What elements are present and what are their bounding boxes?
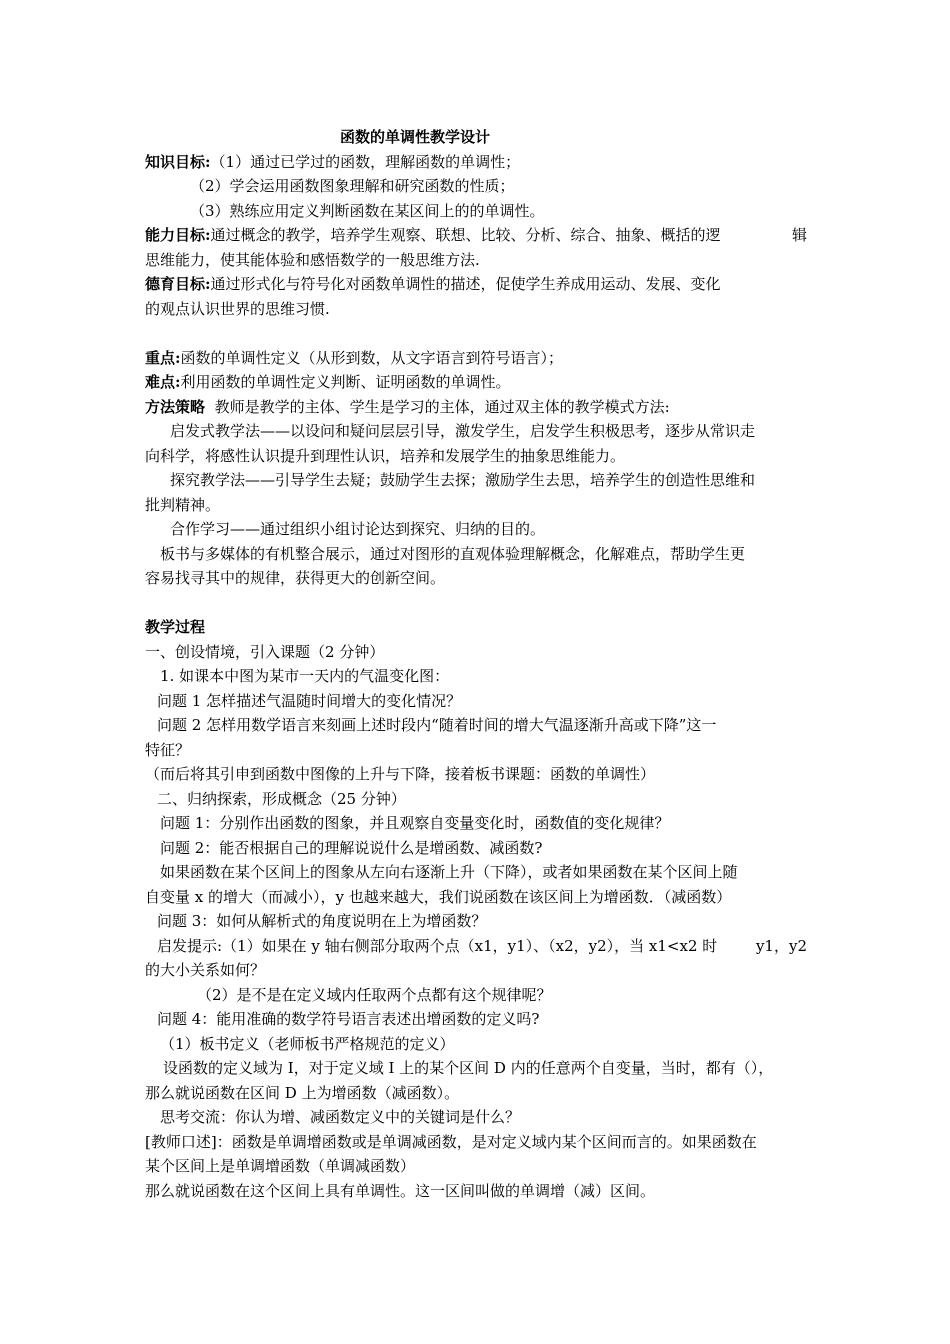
hint-line-3: （2）是不是在定义域内任取两个点都有这个规律呢？ [197,985,552,1004]
ability-goal-text-1: 通过概念的教学，培养学生观察、联想、比较、分析、综合、抽象、概括的逻 [210,226,721,244]
moral-goal-text-1: 通过形式化与符号化对函数单调性的描述，促使学生养成用运动、发展、变化 [210,275,721,293]
knowledge-goal-line-1 [145,150,807,175]
ability-goal-line-1 [145,223,807,248]
board-definition: （1）板书定义（老师板书严格规范的定义） [160,1034,455,1053]
moral-goal-line-2: 的观点认识世界的思维习惯. [145,299,330,318]
explore-question-4: 问题 4：能用准确的数学符号语言表述出增函数的定义吗? [157,1010,540,1028]
knowledge-goal-line-3: （3）熟练应用定义判断函数在某区间上的的单调性。 [190,201,545,220]
knowledge-goal-line-2: （2）学会运用函数图象理解和研究函数的性质； [190,177,515,195]
hint-line-1 [145,934,807,959]
process-item-1: 1. 如课本中图为某市一天内的气温变化图： [160,667,450,685]
hint-text-1-end: y1，y2 [755,936,807,955]
definition-line-2: 自变量 x 的增大（而减小），y 也越来越大，我们说函数在该区间上为增函数．（减函数） [145,887,732,906]
hint-text-1: 启发提示:（1）如果在 y 轴右侧部分取两个点（x1，y1）、（x2，y2），当 x1<x2 时 [157,936,718,955]
method-text: 教师是教学的主体、学生是学习的主体，通过双主体的教学模式方法: [214,397,670,416]
knowledge-goal-label: 知识目标: [145,152,211,171]
method-para-2-line-1: 探究教学法——引导学生去疑；鼓励学生去探；激励学生去思，培养学生的创造性思维和 [170,471,756,489]
explore-question-1: 问题 1：分别作出函数的图象，并且观察自变量变化时，函数值的变化规律？ [160,814,670,832]
key-point-line [145,346,807,371]
formal-definition-line-1: 设函数的定义域为 I，对于定义域 I 上的某个区间 D 内的任意两个自变量，当时，都有（）， [163,1059,774,1077]
hint-line-2: 的大小关系如何？ [145,961,266,979]
formal-definition-line-2: 那么就说函数在区间 D 上为增函数（减函数）。 [145,1083,460,1102]
explore-question-3: 问题 3：如何从解析式的角度说明在上为增函数？ [157,912,487,930]
process-section-1: 一、创设情境，引入课题（2 分钟） [145,642,385,661]
moral-goal-label: 德育目标: [145,275,211,293]
knowledge-goal-text-1: （1）通过已学过的函数，理解函数的单调性； [210,152,521,171]
difficult-point-label: 难点: [145,373,181,391]
page-title: 函数的单调性教学设计 [339,128,490,146]
teacher-oral-line-3: 那么就说函数在这个区间上具有单调性。这一区间叫做的单调增（减）区间。 [145,1181,656,1200]
process-question-2-line-2: 特征？ [145,740,191,759]
method-label: 方法策略 [145,397,206,416]
key-point-label: 重点: [145,348,181,367]
difficult-point-line [145,370,807,395]
method-line [145,395,807,420]
process-heading: 教学过程 [145,618,206,636]
difficult-point-text: 利用函数的单调性定义判断、证明函数的单调性。 [180,373,511,391]
method-para-4-line-2: 容易找寻其中的规律，获得更大的创新空间。 [145,569,446,587]
process-question-1: 问题 1 怎样描述气温随时间增大的变化情况？ [157,691,462,710]
key-point-text: 函数的单调性定义（从形到数，从文字语言到符号语言）； [180,348,564,367]
ability-goal-text-1-end: 辑 [791,226,807,244]
explore-question-2: 问题 2：能否根据自己的理解说说什么是增函数、减函数? [160,838,543,857]
teacher-oral-line-2: 某个区间上是单调增函数（单调减函数） [145,1157,416,1175]
method-para-4-line-1: 板书与多媒体的有机整合展示，通过对图形的直观体验理解概念，化解难点，帮助学生更 [160,544,746,563]
method-para-1-line-2: 向科学，将感性认识提升到理性认识，培养和发展学生的抽象思维能力。 [145,446,626,465]
method-para-1-line-1: 启发式教学法——以设问和疑问层层引导，激发学生，启发学生积极思考，逐步从常识走 [170,422,756,440]
definition-line-1: 如果函数在某个区间上的图象从左向右逐渐上升（下降），或者如果函数在某个区间上随 [160,863,738,881]
think-exchange: 思考交流：你认为增、减函数定义中的关键词是什么？ [160,1108,521,1126]
process-note: （而后将其引申到函数中图像的上升与下降，接着板书课题：函数的单调性） [145,765,656,783]
ability-goal-label: 能力目标: [145,226,211,244]
method-para-2-line-2: 批判精神。 [145,495,221,514]
process-question-2-line-1: 问题 2 怎样用数学语言来刻画上述时段内“随着时间的增大气温逐渐升高或下降”这一 [157,716,717,734]
process-section-2: 二、归纳探索，形成概念（25 分钟） [157,789,406,808]
method-para-3: 合作学习——通过组织小组讨论达到探究、归纳的目的。 [170,520,546,538]
document-body [145,125,807,1203]
moral-goal-line-1 [145,272,807,297]
teacher-oral-line-1: [教师口述]：函数是单调增函数或是单调减函数，是对定义域内某个区间而言的。如果函数在 [145,1132,757,1151]
ability-goal-line-2: 思维能力，使其能体验和感悟数学的一般思维方法. [145,250,480,269]
